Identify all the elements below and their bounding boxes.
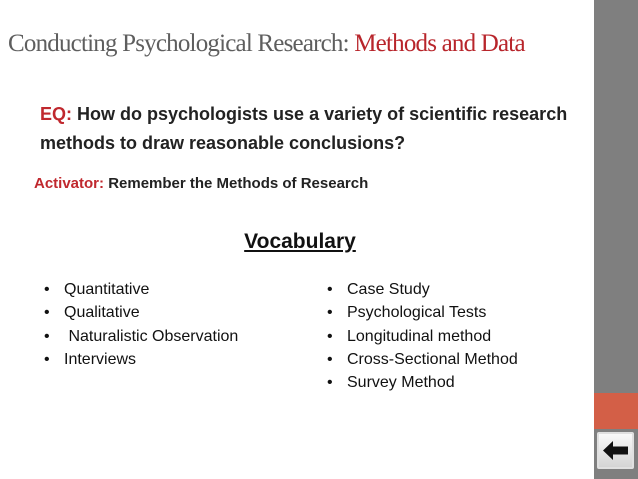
vocabulary-list-left [42,278,238,371]
title-prefix: Conducting Psychological Research: [8,30,349,57]
list-item: • Quantitative [42,278,238,301]
eq-label: EQ: [40,104,73,124]
list-item: • Naturalistic Observation [42,325,238,348]
back-button[interactable] [597,432,634,469]
activator-label: Activator: [34,175,105,192]
list-item: • Interviews [42,348,238,371]
list-item: • Qualitative [42,301,238,324]
list-item: • Case Study [325,278,518,301]
vocabulary-list-right [325,278,518,394]
essential-question [40,100,580,158]
title-highlight: Methods and Data [354,30,525,57]
list-item: • Longitudinal method [325,325,518,348]
eq-text: How do psychologists use a variety of scientific research methods to draw reasonable conclusions? [40,104,568,153]
list-item: • Psychological Tests [325,301,518,324]
activator [34,175,368,192]
slide-title [8,30,525,58]
list-item: • Survey Method [325,371,518,394]
sidebar-accent-block [594,393,638,429]
arrow-left-icon [602,440,629,461]
vocabulary-heading: Vocabulary [244,230,356,253]
activator-text: Remember the Methods of Research [108,175,369,192]
list-item: • Cross-Sectional Method [325,348,518,371]
